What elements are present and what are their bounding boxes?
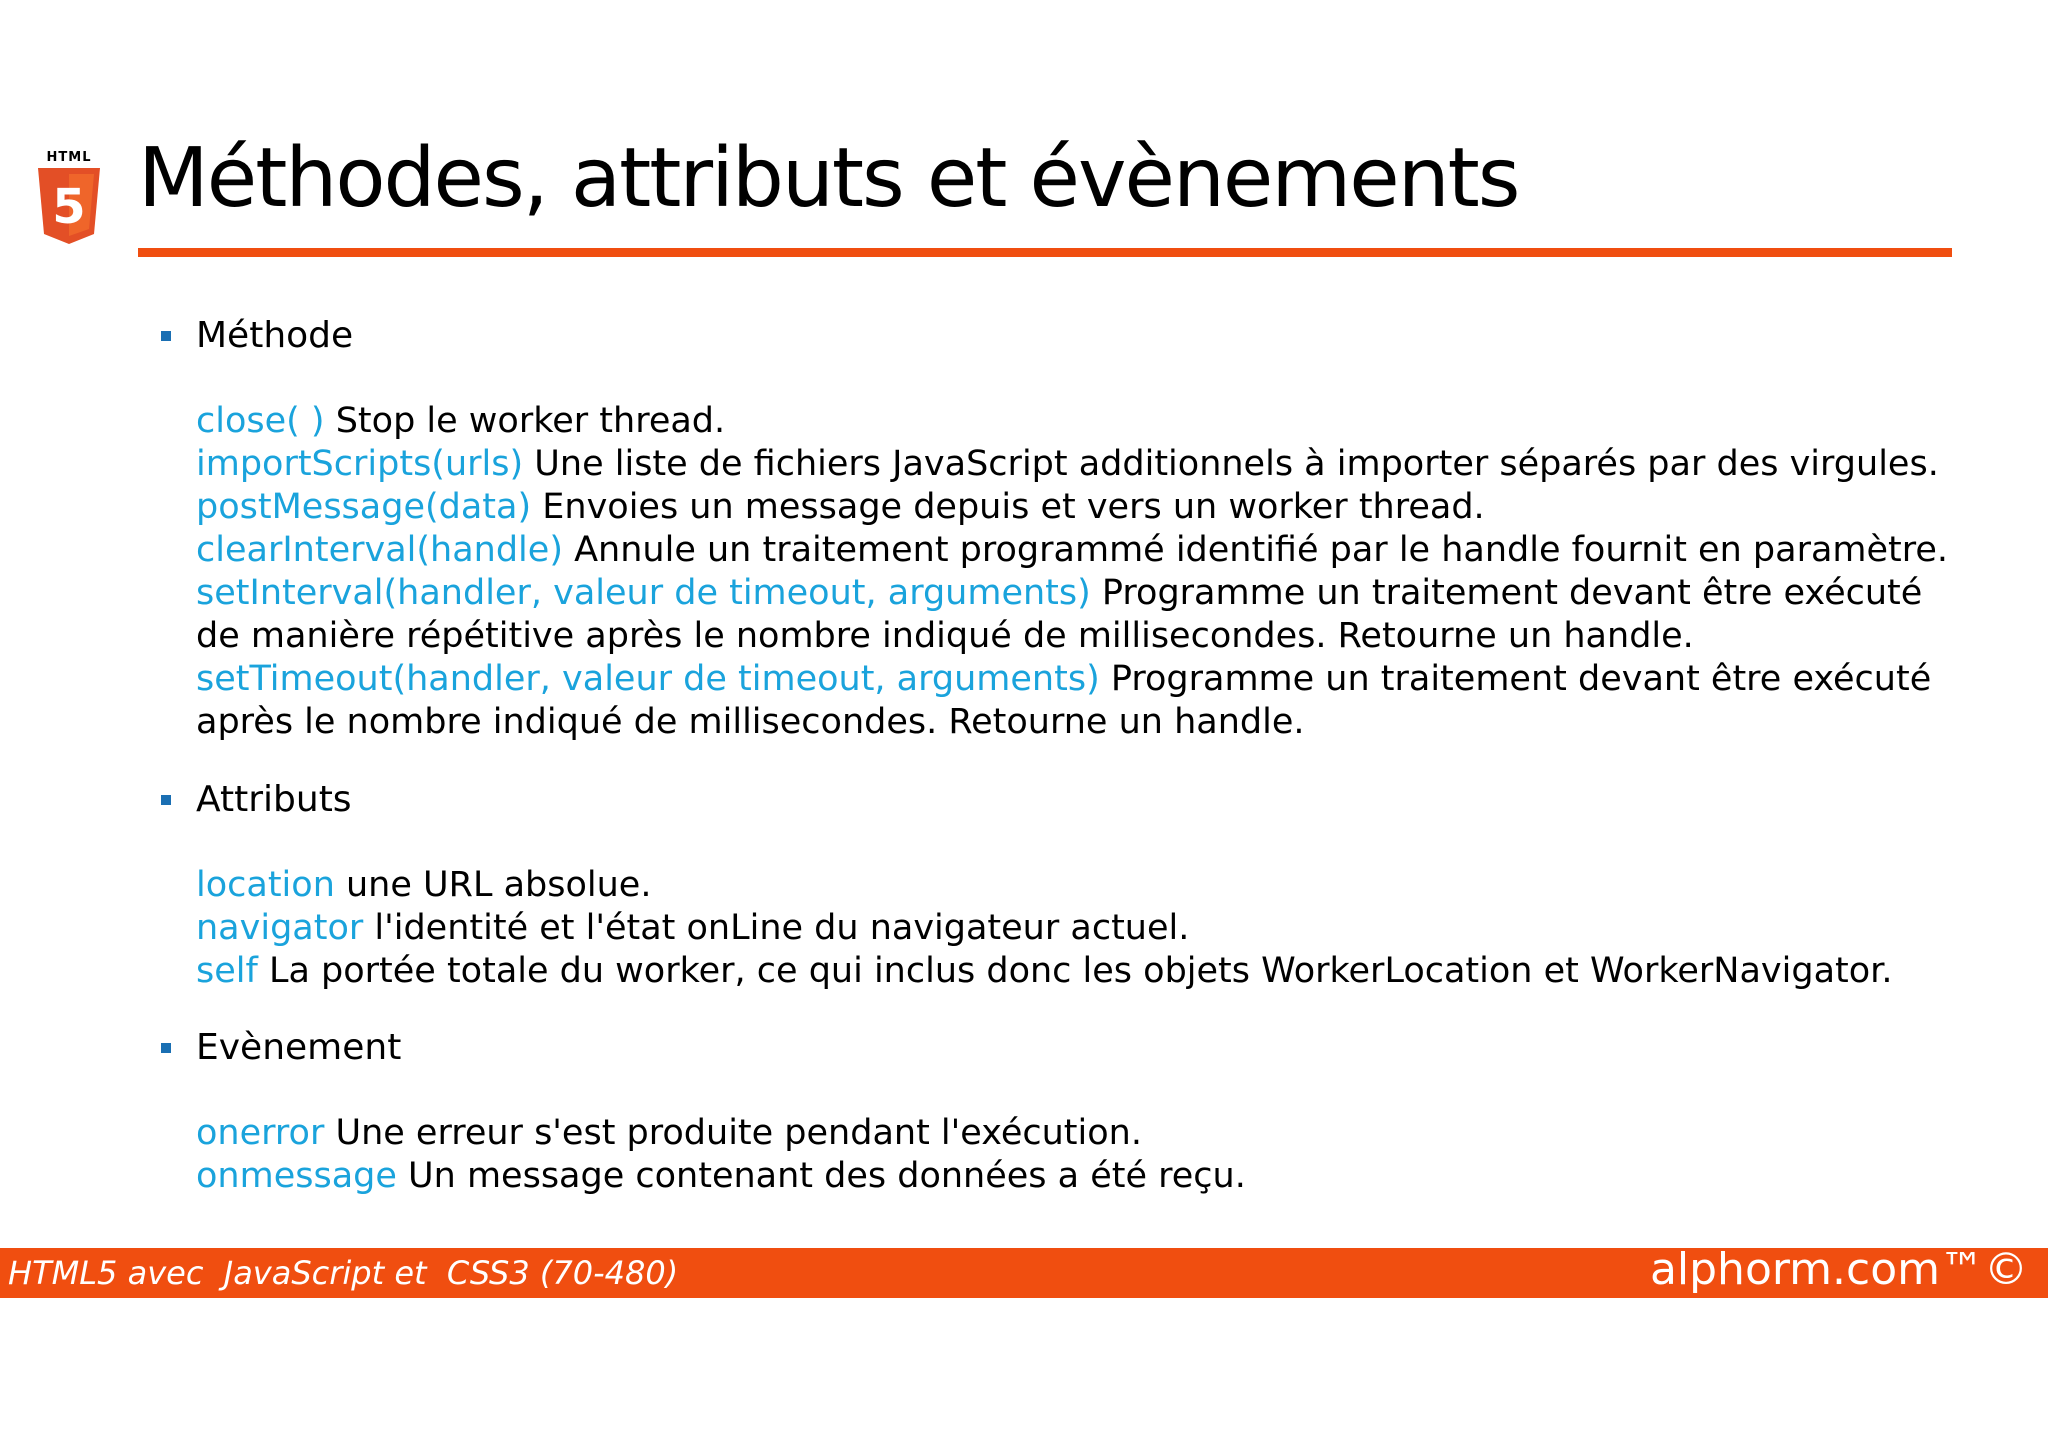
- method-entry-postmessage: [196, 486, 1978, 529]
- events-heading: [158, 1026, 1978, 1070]
- event-entry-onerror: [196, 1112, 1978, 1155]
- events-section: [158, 1026, 1978, 1198]
- footer-bar: [0, 1244, 2048, 1298]
- attribute-description: l'identité et l'état onLine du navigateur actuel.: [363, 908, 1190, 948]
- events-list: [158, 1112, 1978, 1198]
- attributes-list: [158, 864, 1978, 993]
- events-heading-text: Evènement: [196, 1027, 402, 1068]
- attribute-entry-self: [196, 950, 1978, 993]
- attribute-description: La portée totale du worker, ce qui inclus donc les objets WorkerLocation et WorkerNavigator.: [257, 951, 1893, 991]
- methods-list: [158, 400, 1978, 744]
- event-keyword: onerror: [196, 1113, 325, 1153]
- method-description: Stop le worker thread.: [324, 401, 726, 441]
- attribute-keyword: navigator: [196, 908, 364, 948]
- event-description: Une erreur s'est produite pendant l'exécution.: [324, 1113, 1142, 1153]
- bullet-icon: [161, 331, 171, 341]
- slide-title: Méthodes, attributs et évènements: [138, 131, 1519, 226]
- event-description: Un message contenant des données a été reçu.: [396, 1156, 1246, 1196]
- method-entry-clearinterval: [196, 529, 1978, 572]
- bullet-icon: [161, 795, 171, 805]
- event-keyword: onmessage: [196, 1156, 397, 1196]
- methods-heading: [158, 314, 1978, 358]
- attribute-entry-navigator: [196, 907, 1978, 950]
- method-entry-setinterval: [196, 572, 1978, 615]
- title-underline: [138, 248, 1952, 257]
- method-keyword: setInterval(handler, valeur de timeout, arguments): [196, 573, 1091, 613]
- attribute-description: une URL absolue.: [334, 865, 652, 905]
- method-keyword: clearInterval(handle): [196, 530, 563, 570]
- method-keyword: importScripts(urls): [196, 444, 524, 484]
- method-entry-settimeout: [196, 658, 1978, 701]
- method-entry-close: [196, 400, 1978, 443]
- attribute-entry-location: [196, 864, 1978, 907]
- method-description-continuation: après le nombre indiqué de millisecondes. Retourne un handle.: [196, 702, 1305, 742]
- method-keyword: close( ): [196, 401, 325, 441]
- method-description: Une liste de fichiers JavaScript additionnels à importer séparés par des virgules.: [523, 444, 1939, 484]
- attribute-keyword: location: [196, 865, 335, 905]
- footer-course-title: HTML5 avec JavaScript et CSS3 (70-480): [8, 1254, 679, 1292]
- method-entry-importscripts: [196, 443, 1978, 486]
- html5-badge-number: 5: [52, 179, 86, 235]
- method-description: Programme un traitement devant être exécuté: [1099, 659, 1932, 699]
- method-keyword: setTimeout(handler, valeur de timeout, arguments): [196, 659, 1100, 699]
- footer-brand: alphorm.com™©: [1649, 1244, 2028, 1295]
- attributes-heading: [158, 778, 1978, 822]
- method-description: Annule un traitement programmé identifié par le handle fournit en paramètre.: [562, 530, 1949, 570]
- method-keyword: postMessage(data): [196, 487, 532, 527]
- method-description: Envoies un message depuis et vers un worker thread.: [531, 487, 1485, 527]
- html5-logo: [36, 150, 102, 246]
- method-description-continuation: de manière répétitive après le nombre indiqué de millisecondes. Retourne un handle.: [196, 616, 1694, 656]
- html5-shield-icon: [38, 168, 100, 244]
- bullet-icon: [161, 1043, 171, 1053]
- attribute-keyword: self: [196, 951, 258, 991]
- attributes-heading-text: Attributs: [196, 779, 352, 820]
- html5-logo-label: HTML: [46, 150, 92, 165]
- methods-section: [158, 314, 1978, 744]
- method-description: Programme un traitement devant être exécuté: [1090, 573, 1923, 613]
- attributes-section: [158, 778, 1978, 993]
- methods-heading-text: Méthode: [196, 315, 354, 356]
- event-entry-onmessage: [196, 1155, 1978, 1198]
